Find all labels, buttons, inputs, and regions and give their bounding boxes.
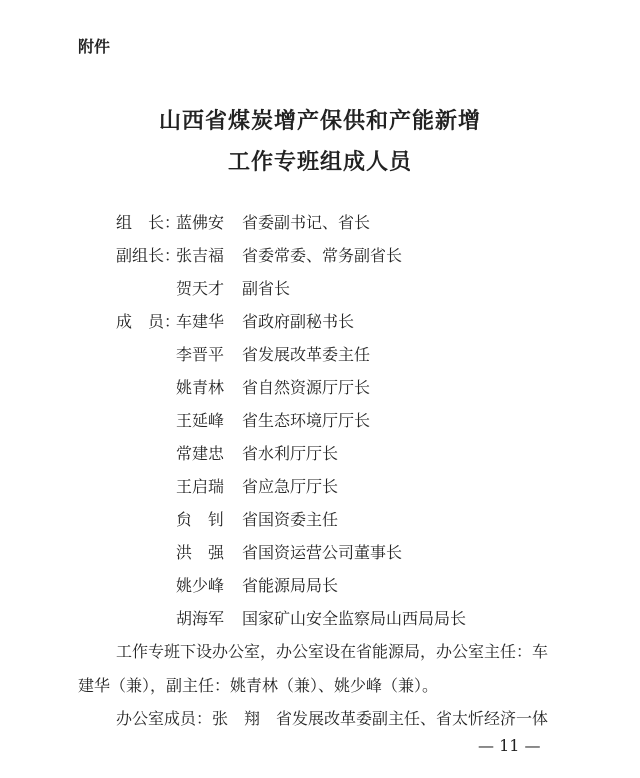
- member-name: 王启瑞: [176, 477, 225, 496]
- member-position: 副省长: [242, 279, 291, 298]
- office-paragraph-line2: 建华（兼），副主任：姚青林（兼）、姚少峰（兼）。: [78, 676, 439, 695]
- member-position: 省自然资源厅厅长: [242, 378, 371, 397]
- document-title-line1: 山西省煤炭增产保供和产能新增: [158, 108, 481, 134]
- member-name: 蓝佛安: [176, 213, 225, 232]
- member-position: 省委副书记、省长: [242, 213, 371, 232]
- office-members-line: 办公室成员：张 翔 省发展改革委副主任、省太忻经济一体: [116, 709, 549, 728]
- member-name: 姚青林: [176, 378, 225, 397]
- document-title-line2: 工作专班组成人员: [227, 149, 412, 175]
- member-name: 王延峰: [176, 411, 225, 430]
- member-role: 副组长：: [116, 246, 181, 265]
- member-name: 贺天才: [176, 279, 225, 298]
- member-position: 省政府副秘书长: [242, 312, 355, 331]
- member-name: 张吉福: [176, 246, 225, 265]
- member-name: 胡海军: [176, 609, 225, 628]
- member-position: 省水利厅厅长: [242, 444, 339, 463]
- member-name: 姚少峰: [176, 576, 225, 595]
- member-position: 省应急厅厅长: [242, 477, 339, 496]
- attachment-label: 附件: [78, 37, 111, 56]
- member-position: 省能源局局长: [242, 576, 339, 595]
- member-position: 省生态环境厅厅长: [242, 411, 371, 430]
- member-position: 省国资委主任: [242, 510, 339, 529]
- member-position: 省发展改革委主任: [242, 345, 371, 364]
- page-number: — 11 —: [478, 736, 541, 755]
- member-name: 常建忠: [176, 444, 225, 463]
- member-position: 省委常委、常务副省长: [242, 246, 403, 265]
- member-role: 组 长：: [116, 213, 181, 232]
- member-role: 成 员：: [116, 312, 181, 331]
- member-position: 国家矿山安全监察局山西局局长: [242, 609, 467, 628]
- office-paragraph-line1: 工作专班下设办公室，办公室设在省能源局，办公室主任：车: [116, 642, 549, 661]
- member-name: 李晋平: [176, 345, 225, 364]
- member-name: 车建华: [176, 312, 225, 331]
- member-position: 省国资运营公司董事长: [242, 543, 403, 562]
- member-name: 贠 钊: [176, 510, 225, 529]
- member-name: 洪 强: [176, 543, 225, 562]
